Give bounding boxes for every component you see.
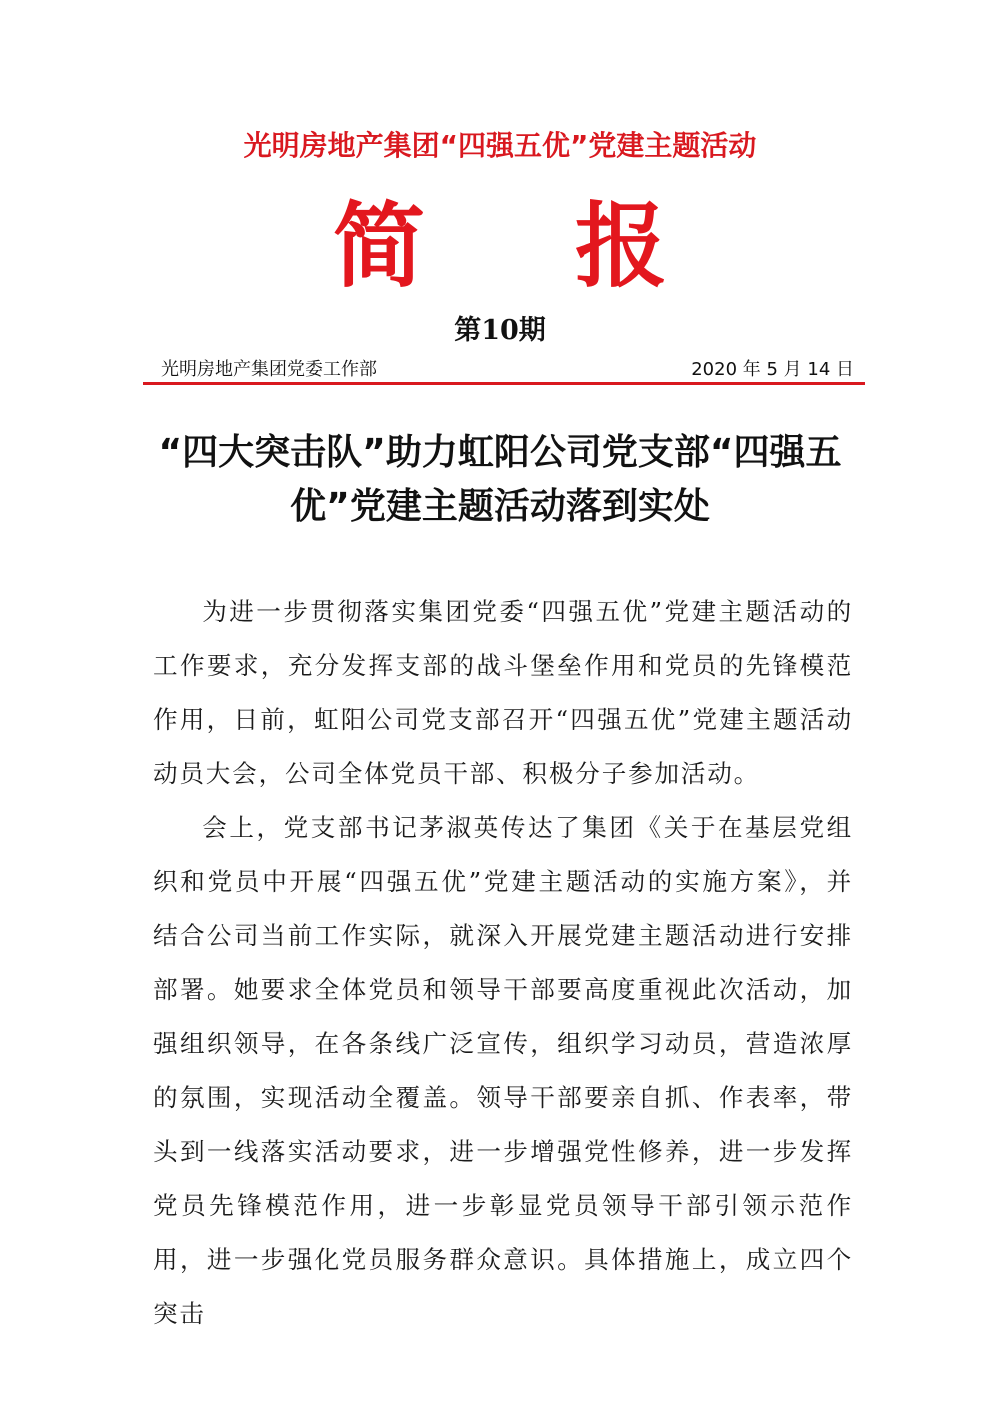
- org-title: 光明房地产集团“四强五优”党建主题活动: [243, 129, 757, 162]
- masthead-char-2: 报: [575, 192, 668, 300]
- department-name: 光明房地产集团党委工作部: [161, 359, 377, 380]
- red-divider: [143, 382, 865, 385]
- issue-number: 第10期: [454, 315, 546, 346]
- masthead-char-1: 简: [332, 192, 425, 300]
- article-headline: “四大突击队”助力虹阳公司党支部“四强五优”党建主题活动落到实处: [158, 432, 842, 527]
- masthead-info-row: [161, 356, 854, 384]
- issue-date: 2020 年 5 月 14 日: [691, 359, 854, 380]
- masthead-title: [0, 192, 1000, 300]
- paragraph-2: 会上，党支部书记茅淑英传达了集团《关于在基层党组织和党员中开展“四强五优”党建主题活动的实施方案》，并结合公司当前工作实际，就深入开展党建主题活动进行安排部署。她要求全体党员和领导干部要高度重视此次活动，加强组织领导，在各条线广泛宣传，组织学习动员，营造浓厚的氛围，实现活动全覆盖。领导干部要亲自抓、作表率，带头到一线落实活动要求，进一步增强党性修养，进一步发挥党员先锋模范作用，进一步彰显党员领导干部引领示范作用，进一步强化党员服务群众意识。具体措施上，成立四个突击: [153, 813, 853, 1328]
- paragraph-1: 为进一步贯彻落实集团党委“四强五优”党建主题活动的工作要求，充分发挥支部的战斗堡垒作用和党员的先锋模范作用，日前，虹阳公司党支部召开“四强五优”党建主题活动动员大会，公司全体党员干部、积极分子参加活动。: [153, 597, 853, 788]
- article-body: [153, 585, 853, 1341]
